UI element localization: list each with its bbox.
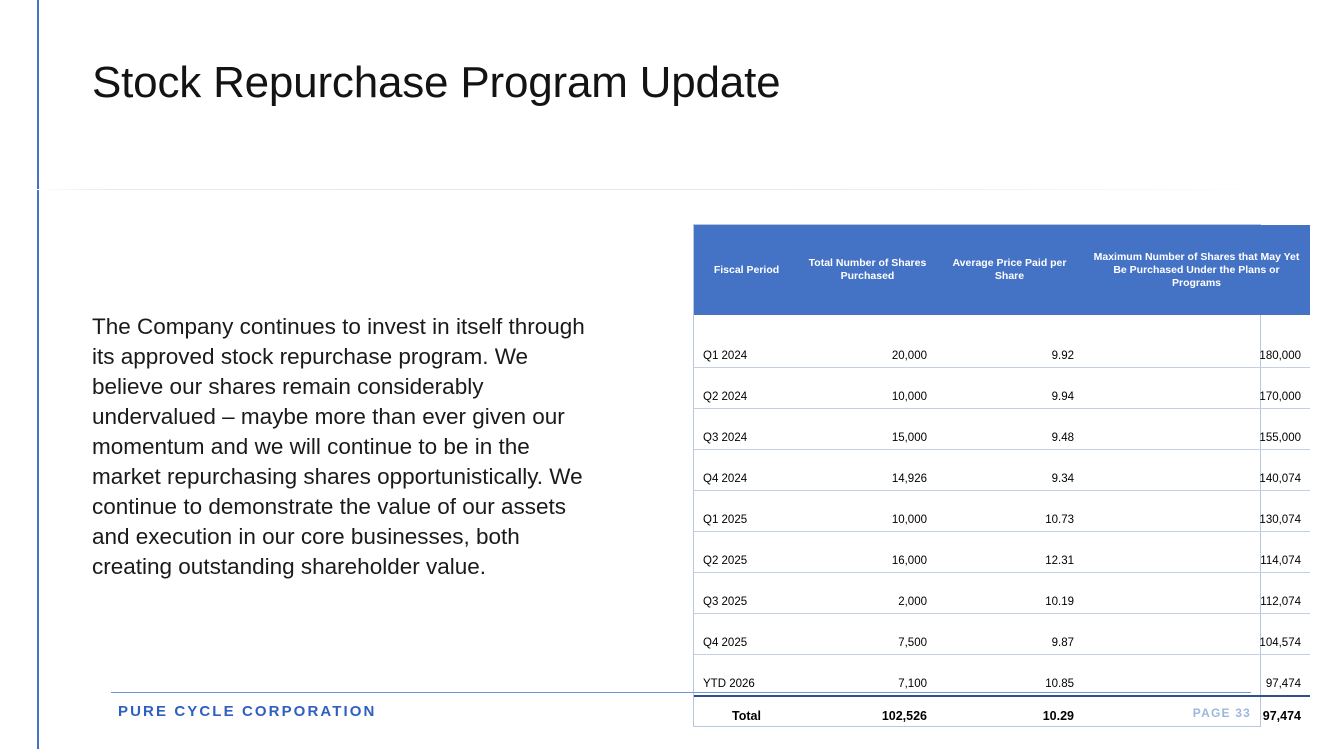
cell-period: Q2 2024 xyxy=(694,368,799,409)
repurchase-table xyxy=(693,224,1301,727)
cell-max: 140,074 xyxy=(1083,450,1310,491)
table-row xyxy=(694,655,1310,697)
cell-total-shares: 102,526 xyxy=(799,696,936,726)
table-row xyxy=(694,409,1310,450)
cell-max: 155,000 xyxy=(1083,409,1310,450)
cell-price: 10.85 xyxy=(1045,678,1074,690)
column-header-fiscal-period: Fiscal Period xyxy=(694,225,799,315)
table-header-row xyxy=(694,225,1310,315)
column-header-average-price: Average Price Paid per Share xyxy=(936,225,1083,315)
table-row xyxy=(694,450,1310,491)
cell-period: Q4 2024 xyxy=(694,450,799,491)
cell-price: 9.92 xyxy=(936,315,1083,368)
footer-page-number: PAGE 33 xyxy=(1192,706,1251,720)
cell-shares: 2,000 xyxy=(799,573,936,614)
cell-period: Q1 2024 xyxy=(694,315,799,368)
cell-shares: 16,000 xyxy=(799,532,936,573)
cell-shares: 14,926 xyxy=(799,450,936,491)
cell-period: Q3 2025 xyxy=(694,573,799,614)
left-accent-bar xyxy=(0,0,39,749)
cell-period: Q2 2025 xyxy=(694,532,799,573)
cell-price: 9.94 xyxy=(936,368,1083,409)
footer-company-name: PURE CYCLE CORPORATION xyxy=(118,703,377,720)
column-header-max-shares: Maximum Number of Shares that May Yet Be Purchased Under the Plans or Programs xyxy=(1083,225,1310,315)
cell-max: 180,000 xyxy=(1083,315,1310,368)
cell-price: 10.73 xyxy=(936,491,1083,532)
cell-shares: 15,000 xyxy=(799,409,936,450)
cell-price: 9.34 xyxy=(936,450,1083,491)
cell-shares: 10,000 xyxy=(799,491,936,532)
table-row xyxy=(694,315,1310,368)
cell-total-price: 10.29 xyxy=(936,696,1083,726)
cell-shares: 20,000 xyxy=(799,315,936,368)
cell-price: 9.48 xyxy=(936,409,1083,450)
body-paragraph: The Company continues to invest in itself through its approved stock repurchase program. We believe our shares remain considerably undervalued – maybe more than ever given our momentum and we will continue to be in the market repurchasing shares opportunistically. We continue to demonstrate the value of our assets and execution in our core businesses, both creating outstanding shareholder value. xyxy=(92,314,585,579)
cell-period: Q1 2025 xyxy=(694,491,799,532)
column-header-total-shares: Total Number of Shares Purchased xyxy=(799,225,936,315)
cell-period: Q3 2024 xyxy=(694,409,799,450)
cell-max: 170,000 xyxy=(1083,368,1310,409)
cell-price: 10.19 xyxy=(936,573,1083,614)
title-divider xyxy=(37,189,1292,190)
table-row xyxy=(694,368,1310,409)
cell-period: YTD 2026 xyxy=(703,678,755,690)
cell-shares: 7,500 xyxy=(799,614,936,655)
table-row xyxy=(694,532,1310,573)
cell-total-max: 97,474 xyxy=(1083,696,1310,726)
table-row xyxy=(694,614,1310,655)
cell-price: 12.31 xyxy=(936,532,1083,573)
cell-max: 104,574 xyxy=(1083,614,1310,655)
table-row xyxy=(694,491,1310,532)
cell-total-label: Total xyxy=(694,696,799,726)
footer-divider xyxy=(111,692,1251,693)
cell-shares: 7,100 xyxy=(898,678,927,690)
cell-price: 9.87 xyxy=(936,614,1083,655)
cell-max: 112,074 xyxy=(1083,573,1310,614)
cell-max: 97,474 xyxy=(1265,678,1301,690)
cell-max: 130,074 xyxy=(1083,491,1310,532)
cell-max: 114,074 xyxy=(1083,532,1310,573)
page-title: Stock Repurchase Program Update xyxy=(92,58,781,107)
cell-shares: 10,000 xyxy=(799,368,936,409)
cell-period: Q4 2025 xyxy=(694,614,799,655)
table-row xyxy=(694,573,1310,614)
